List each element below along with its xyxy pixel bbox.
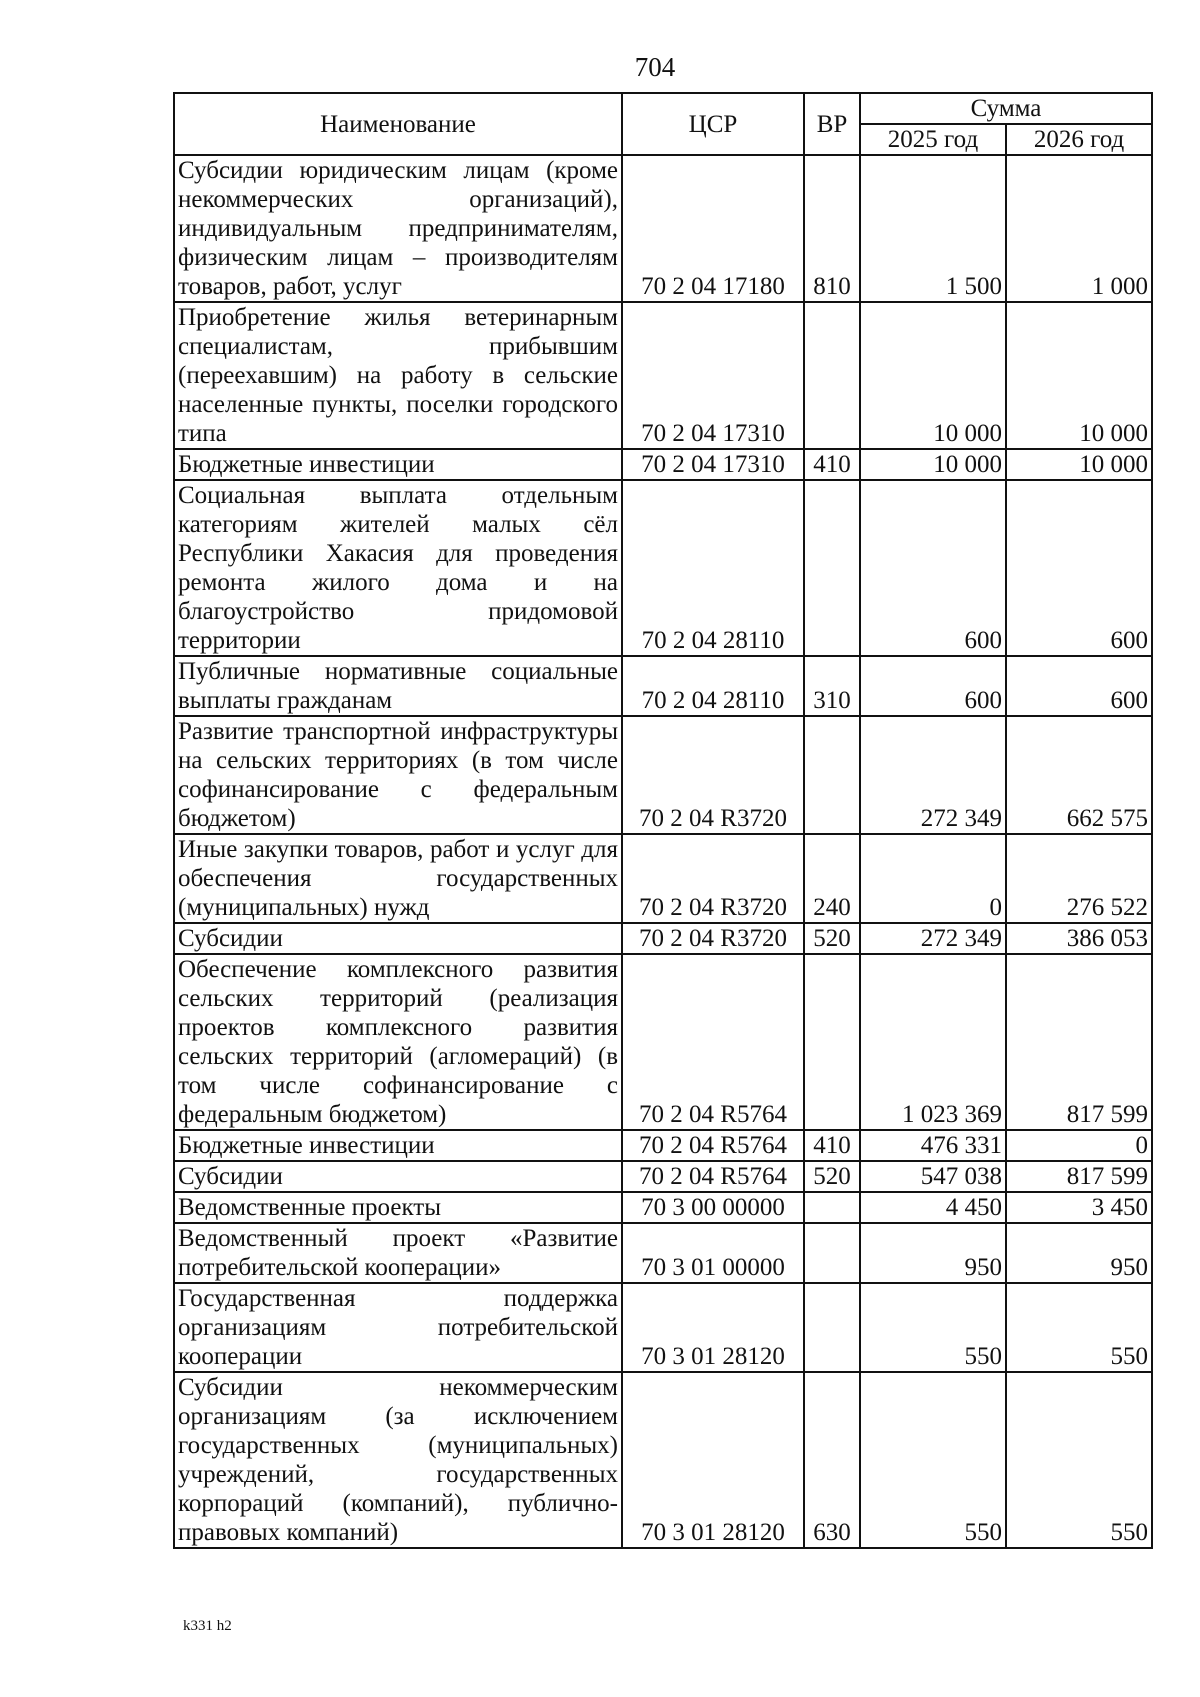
row-csr: 70 3 00 00000: [622, 1192, 804, 1223]
row-name: Ведомственные проекты: [174, 1192, 622, 1223]
row-csr: 70 2 04 R5764: [622, 954, 804, 1130]
table-row: [174, 834, 1152, 923]
row-csr: 70 2 04 28110: [622, 656, 804, 716]
table-row: [174, 656, 1152, 716]
row-vr: 410: [804, 1130, 860, 1161]
row-value-2025: 547 038: [860, 1161, 1006, 1192]
table-row: [174, 923, 1152, 954]
row-value-2025: 476 331: [860, 1130, 1006, 1161]
row-csr: 70 2 04 R5764: [622, 1130, 804, 1161]
row-vr: [804, 1192, 860, 1223]
footer-code: k331 h2: [183, 1618, 232, 1634]
row-vr: [804, 302, 860, 449]
row-value-2025: 950: [860, 1223, 1006, 1283]
row-name: Субсидии некоммерческим организациям (за исключением государственных (муниципальных) учреждений, государственных корпораций (компаний), публично-правовых компаний): [174, 1372, 622, 1548]
table-row: [174, 155, 1152, 302]
row-name: Приобретение жилья ветеринарным специалистам, прибывшим (переехавшим) на работу в сельские населенные пункты, поселки городского типа: [174, 302, 622, 449]
row-vr: 630: [804, 1372, 860, 1548]
table-row: [174, 1192, 1152, 1223]
table-row: [174, 480, 1152, 656]
row-name: Публичные нормативные социальные выплаты гражданам: [174, 656, 622, 716]
row-csr: 70 3 01 28120: [622, 1372, 804, 1548]
row-value-2025: 0: [860, 834, 1006, 923]
row-vr: 520: [804, 1161, 860, 1192]
row-value-2026: 10 000: [1006, 449, 1152, 480]
row-value-2026: 550: [1006, 1283, 1152, 1372]
header-year-2025: 2025 год: [860, 124, 1006, 155]
row-value-2026: 817 599: [1006, 1161, 1152, 1192]
row-value-2025: 600: [860, 656, 1006, 716]
row-name: Социальная выплата отдельным категориям жителей малых сёл Республики Хакасия для проведения ремонта жилого дома и на благоустройство придомовой территории: [174, 480, 622, 656]
row-value-2025: 4 450: [860, 1192, 1006, 1223]
row-value-2026: 600: [1006, 480, 1152, 656]
row-vr: [804, 716, 860, 834]
row-vr: 240: [804, 834, 860, 923]
row-value-2026: 10 000: [1006, 302, 1152, 449]
row-value-2025: 1 023 369: [860, 954, 1006, 1130]
row-vr: 810: [804, 155, 860, 302]
table-row: [174, 1372, 1152, 1548]
row-value-2025: 550: [860, 1372, 1006, 1548]
row-vr: [804, 1283, 860, 1372]
row-csr: 70 2 04 28110: [622, 480, 804, 656]
header-csr: ЦСР: [622, 93, 804, 155]
page-number: 704: [634, 52, 676, 82]
table-row: [174, 1223, 1152, 1283]
row-vr: [804, 1223, 860, 1283]
row-value-2025: 550: [860, 1283, 1006, 1372]
table-row: [174, 302, 1152, 449]
table-row: [174, 954, 1152, 1130]
row-csr: 70 3 01 28120: [622, 1283, 804, 1372]
table-row: [174, 1161, 1152, 1192]
header-sum: Сумма: [860, 93, 1152, 124]
row-name: Государственная поддержка организациям потребительской кооперации: [174, 1283, 622, 1372]
row-value-2025: 10 000: [860, 302, 1006, 449]
row-name: Бюджетные инвестиции: [174, 1130, 622, 1161]
row-csr: 70 2 04 R5764: [622, 1161, 804, 1192]
table-header: [174, 93, 1152, 155]
row-csr: 70 2 04 17310: [622, 449, 804, 480]
row-vr: [804, 954, 860, 1130]
table-row: [174, 716, 1152, 834]
row-value-2026: 662 575: [1006, 716, 1152, 834]
table-row: [174, 1130, 1152, 1161]
row-name: Бюджетные инвестиции: [174, 449, 622, 480]
row-csr: 70 3 01 00000: [622, 1223, 804, 1283]
header-year-2026: 2026 год: [1006, 124, 1152, 155]
row-csr: 70 2 04 R3720: [622, 834, 804, 923]
row-value-2025: 1 500: [860, 155, 1006, 302]
row-value-2026: 386 053: [1006, 923, 1152, 954]
header-vr: ВР: [804, 93, 860, 155]
row-name: Субсидии: [174, 1161, 622, 1192]
row-value-2026: 276 522: [1006, 834, 1152, 923]
row-value-2026: 600: [1006, 656, 1152, 716]
row-value-2026: 0: [1006, 1130, 1152, 1161]
row-csr: 70 2 04 17310: [622, 302, 804, 449]
row-value-2026: 950: [1006, 1223, 1152, 1283]
row-value-2026: 817 599: [1006, 954, 1152, 1130]
row-value-2025: 272 349: [860, 923, 1006, 954]
row-value-2025: 600: [860, 480, 1006, 656]
row-csr: 70 2 04 R3720: [622, 923, 804, 954]
row-name: Субсидии юридическим лицам (кроме некоммерческих организаций), индивидуальным предпринимателям, физическим лицам – производителям товаров, работ, услуг: [174, 155, 622, 302]
row-name: Субсидии: [174, 923, 622, 954]
row-value-2026: 550: [1006, 1372, 1152, 1548]
row-value-2026: 1 000: [1006, 155, 1152, 302]
table-row: [174, 1283, 1152, 1372]
header-name: Наименование: [174, 93, 622, 155]
row-name: Ведомственный проект «Развитие потребительской кооперации»: [174, 1223, 622, 1283]
table-row: [174, 449, 1152, 480]
row-vr: 410: [804, 449, 860, 480]
row-value-2026: 3 450: [1006, 1192, 1152, 1223]
row-name: Развитие транспортной инфраструктуры на сельских территориях (в том числе софинансирование с федеральным бюджетом): [174, 716, 622, 834]
row-csr: 70 2 04 17180: [622, 155, 804, 302]
row-name: Иные закупки товаров, работ и услуг для обеспечения государственных (муниципальных) нужд: [174, 834, 622, 923]
budget-table: [173, 92, 1153, 1549]
row-vr: 520: [804, 923, 860, 954]
row-csr: 70 2 04 R3720: [622, 716, 804, 834]
table-body: [174, 155, 1152, 1548]
row-name: Обеспечение комплексного развития сельских территорий (реализация проектов комплексного развития сельских территорий (агломераций) (в том числе софинансирование с федеральным бюджетом): [174, 954, 622, 1130]
row-value-2025: 272 349: [860, 716, 1006, 834]
row-vr: [804, 480, 860, 656]
row-vr: 310: [804, 656, 860, 716]
row-value-2025: 10 000: [860, 449, 1006, 480]
